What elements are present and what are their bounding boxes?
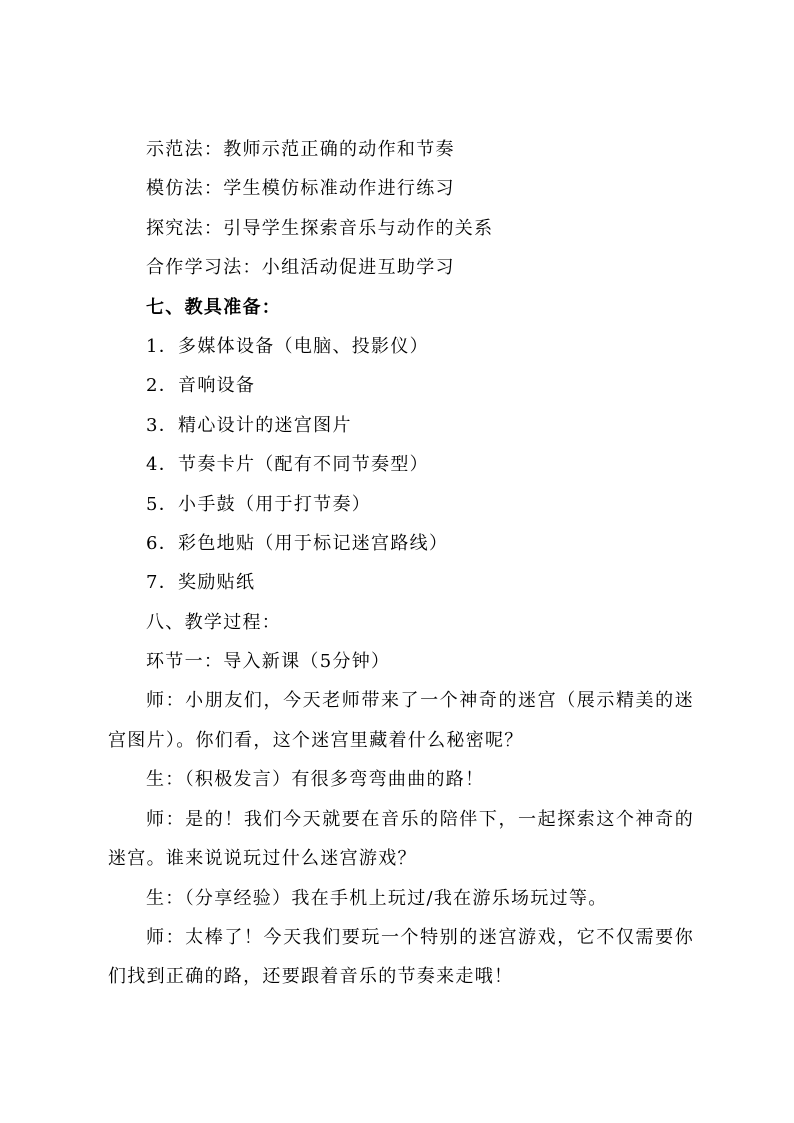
aid-item: 7．奖励贴纸 — [146, 572, 256, 594]
step-heading: 环节一：导入新课（5分钟） — [146, 651, 391, 673]
aid-item: 1．多媒体设备（电脑、投影仪） — [146, 335, 429, 357]
dialogue-paragraph: 生：（积极发言）有很多弯弯曲曲的路！ — [146, 769, 485, 791]
aid-item: 3．精心设计的迷宫图片 — [146, 414, 352, 436]
section-heading-teaching-aids: 七、教具准备： — [146, 296, 282, 318]
aid-item: 6．彩色地贴（用于标记迷宫路线） — [146, 532, 449, 554]
dialogue-paragraph: 师：小朋友们，今天老师带来了一个神奇的迷宫（展示精美的迷宫图片）。你们看，这个迷宫里藏着什么秘密呢？ — [108, 690, 694, 751]
section-heading-teaching-process: 八、教学过程： — [146, 611, 282, 633]
method-cooperative: 合作学习法：小组活动促进互助学习 — [146, 257, 455, 279]
dialogue-paragraph: 生：（分享经验）我在手机上玩过/我在游乐场玩过等。 — [146, 887, 608, 909]
dialogue-paragraph: 师：是的！我们今天就要在音乐的陪伴下，一起探索这个神奇的迷宫。谁来说说玩过什么迷宫游戏？ — [108, 808, 694, 870]
dialogue-paragraph: 师：太棒了！今天我们要玩一个特别的迷宫游戏，它不仅需要你们找到正确的路，还要跟着音乐的节奏来走哦！ — [108, 926, 694, 988]
aid-item: 5．小手鼓（用于打节奏） — [146, 493, 372, 515]
aid-item: 2．音响设备 — [146, 375, 256, 397]
method-inquiry: 探究法：引导学生探索音乐与动作的关系 — [146, 217, 494, 239]
method-imitation: 模仿法：学生模仿标准动作进行练习 — [146, 178, 455, 200]
page-content — [108, 130, 694, 997]
method-demonstration: 示范法：教师示范正确的动作和节奏 — [146, 139, 455, 160]
aid-item: 4．节奏卡片（配有不同节奏型） — [146, 454, 429, 476]
